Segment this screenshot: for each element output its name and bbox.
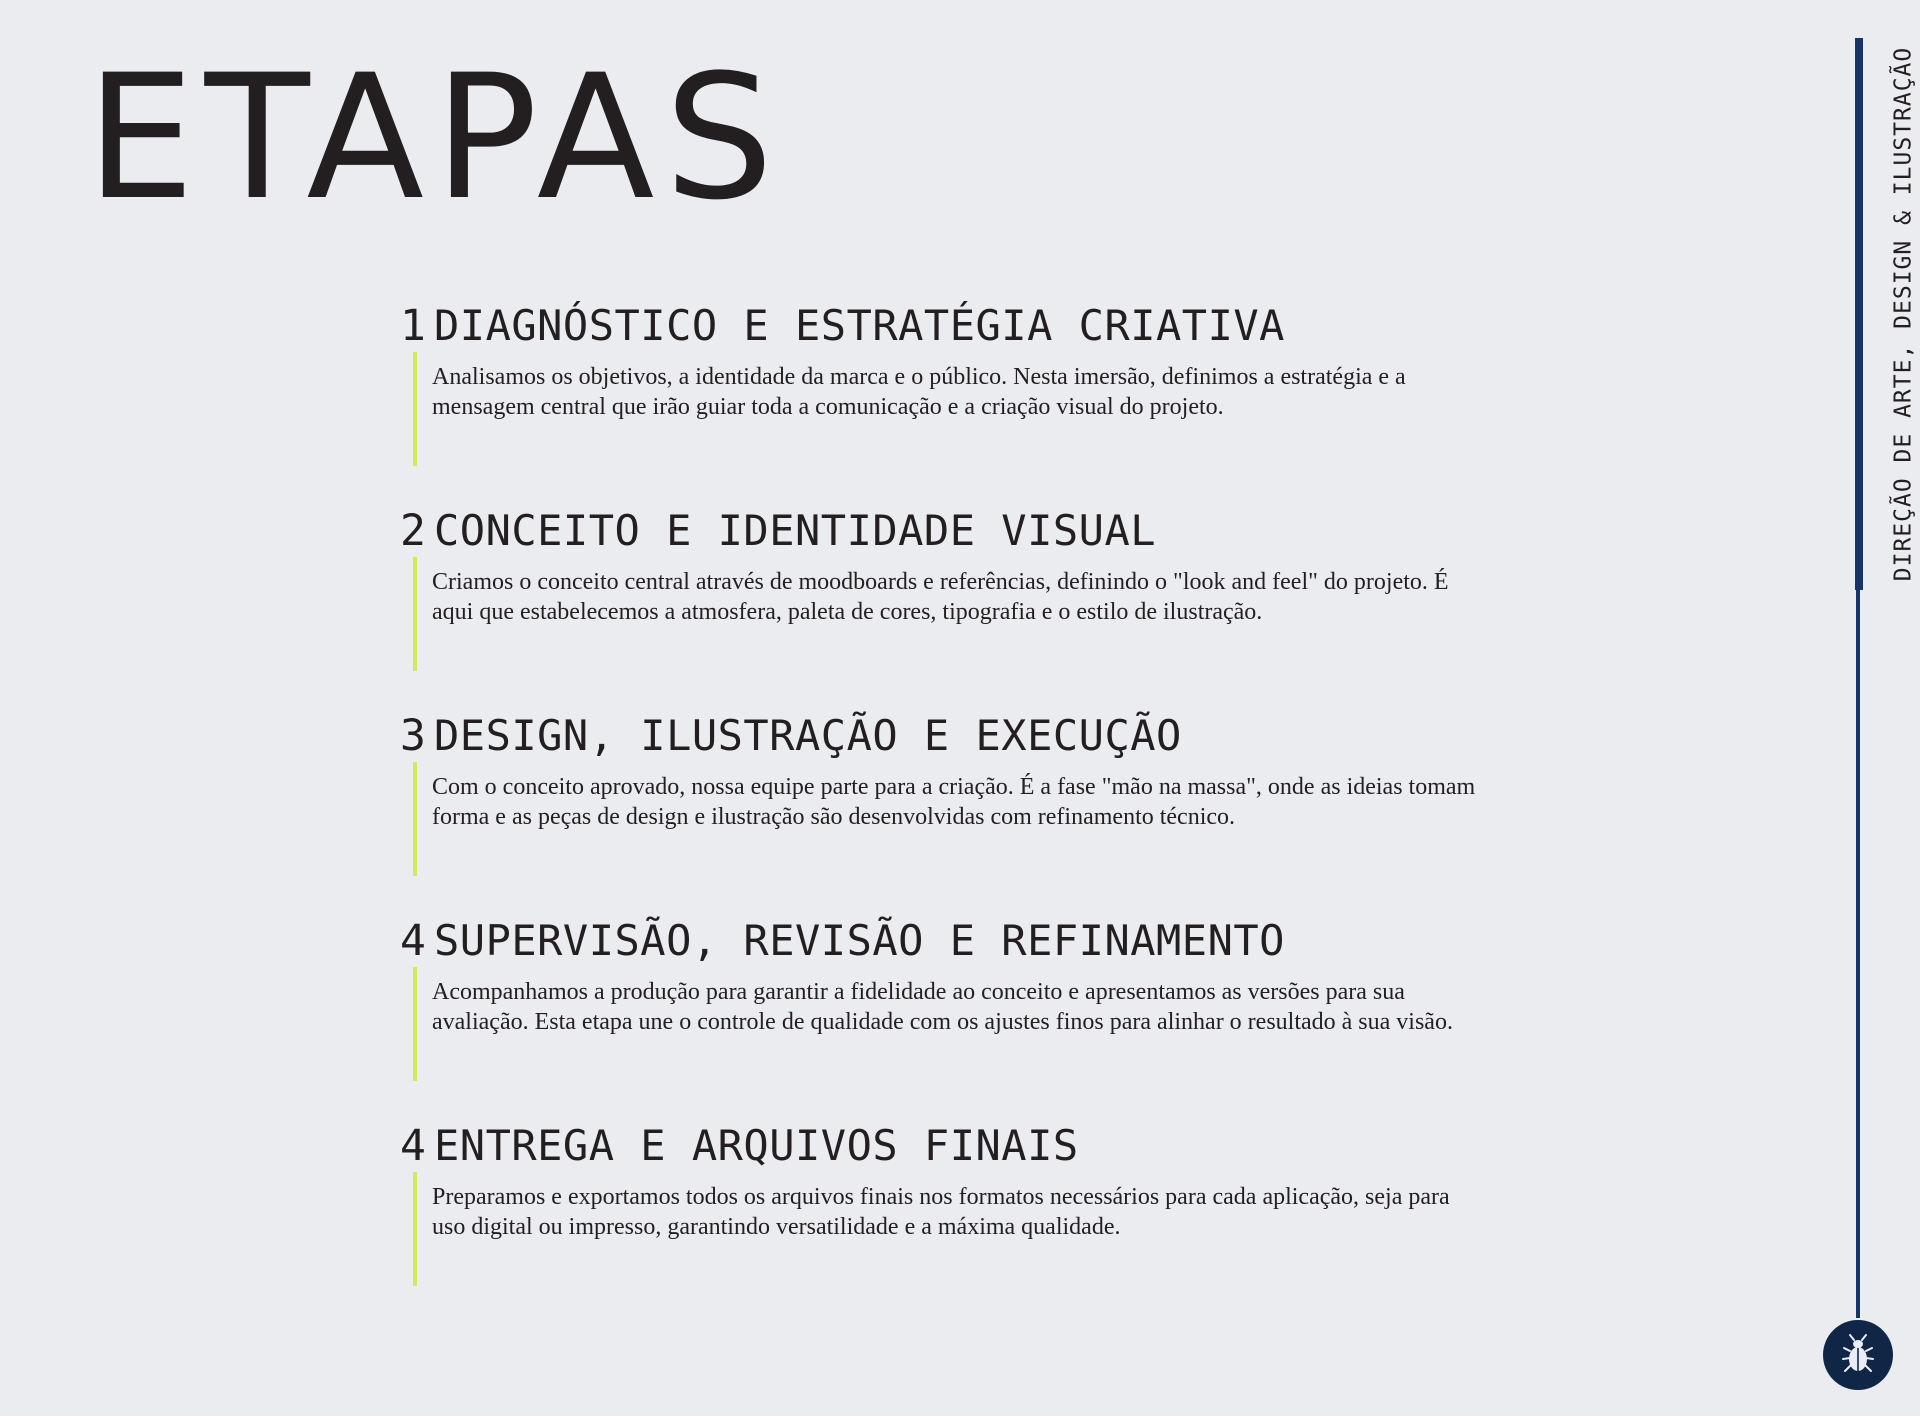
step-number: 1: [400, 301, 426, 351]
accent-bar: [413, 352, 417, 466]
step-title: SUPERVISÃO, REVISÃO E REFINAMENTO: [434, 916, 1285, 965]
step-item: [400, 507, 1500, 712]
step-heading: [400, 712, 1500, 760]
side-rail-highlight: [1855, 38, 1863, 590]
accent-bar: [413, 762, 417, 876]
step-body: [400, 762, 1500, 878]
accent-bar: [413, 967, 417, 1081]
step-title: CONCEITO E IDENTIDADE VISUAL: [434, 506, 1157, 555]
beetle-icon: [1841, 1334, 1875, 1376]
step-item: [400, 1122, 1500, 1327]
page-title: ETAPAS: [86, 37, 784, 238]
step-heading: [400, 1122, 1500, 1170]
step-item: [400, 917, 1500, 1122]
step-number: 4: [400, 1121, 426, 1171]
step-heading: [400, 302, 1500, 350]
step-body: [400, 1172, 1500, 1288]
step-description: Analisamos os objetivos, a identidade da marca e o público. Nesta imersão, definimos a estratégia e a mensagem central que irão guiar toda a comunicação e a criação visual do projeto.: [432, 364, 1406, 420]
logo-badge: [1823, 1320, 1893, 1390]
step-body: [400, 967, 1500, 1083]
step-heading: [400, 507, 1500, 555]
side-label-text: DIREÇÃO DE ARTE, DESIGN & ILUSTRAÇÃO: [1890, 46, 1916, 582]
step-description: Preparamos e exportamos todos os arquivos finais nos formatos necessários para cada aplicação, seja para uso digital ou impresso, garantindo versatilidade e a máxima qualidade.: [432, 1184, 1450, 1240]
step-description: Com o conceito aprovado, nossa equipe parte para a criação. É a fase "mão na massa", onde as ideias tomam forma e as peças de design e ilustração são desenvolvidas com refinamento técnico.: [432, 774, 1476, 830]
step-title: DESIGN, ILUSTRAÇÃO E EXECUÇÃO: [434, 711, 1182, 760]
side-label: [1887, 38, 1919, 590]
step-body: [400, 352, 1500, 468]
step-number: 4: [400, 916, 426, 966]
step-title: DIAGNÓSTICO E ESTRATÉGIA CRIATIVA: [434, 301, 1285, 350]
step-description: Acompanhamos a produção para garantir a fidelidade ao conceito e apresentamos as versões para sua avaliação. Esta etapa une o controle de qualidade com os ajustes finos para alinhar o resultado à sua visão.: [432, 979, 1453, 1035]
step-body: [400, 557, 1500, 673]
step-description: Criamos o conceito central através de moodboards e referências, definindo o "look and feel" do projeto. É aqui que estabelecemos a atmosfera, paleta de cores, tipografia e o estilo de ilustração.: [432, 569, 1449, 625]
step-number: 3: [400, 711, 426, 761]
step-item: [400, 712, 1500, 917]
step-heading: [400, 917, 1500, 965]
step-title: ENTREGA E ARQUIVOS FINAIS: [434, 1121, 1079, 1170]
step-item: [400, 302, 1500, 507]
accent-bar: [413, 1172, 417, 1286]
accent-bar: [413, 557, 417, 671]
steps-list: [400, 302, 1500, 1327]
step-number: 2: [400, 506, 426, 556]
